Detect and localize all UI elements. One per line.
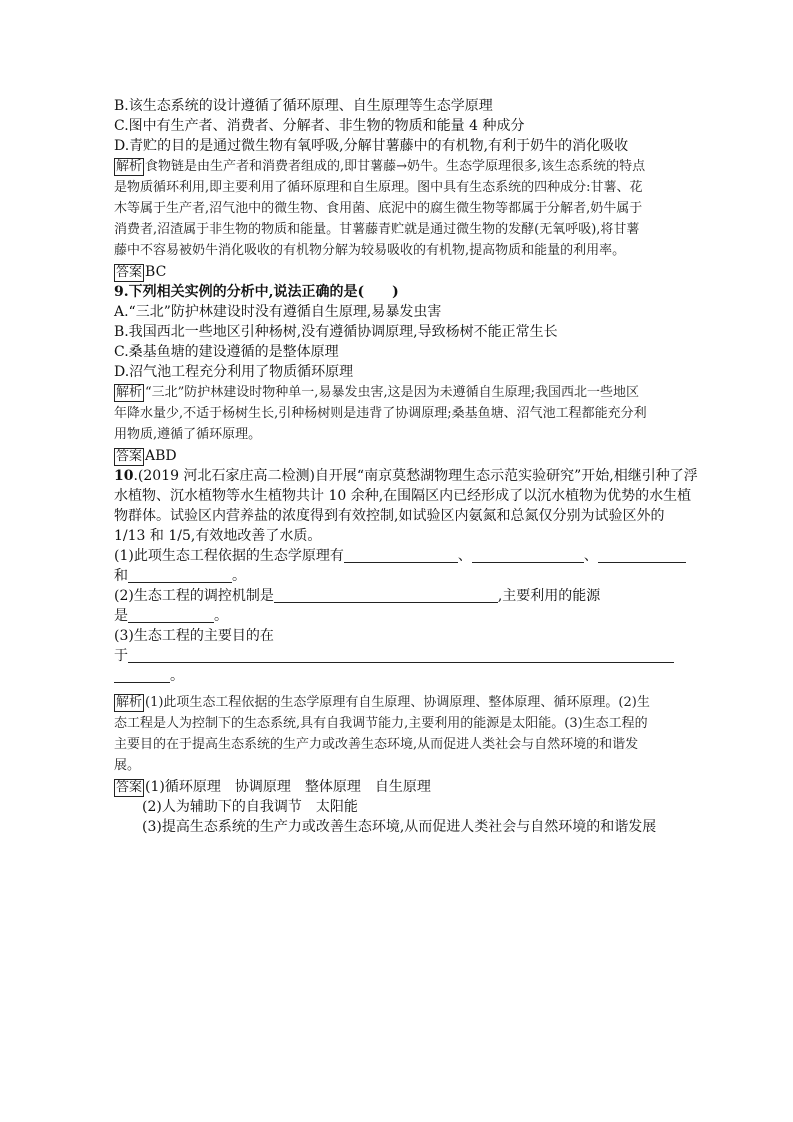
q9-option-a: A.“三北”防护林建设时没有遵循自生原理,易暴发虫害 bbox=[114, 304, 442, 320]
answer-blank[interactable] bbox=[344, 548, 458, 563]
q10-sub2-cont: 是 。 bbox=[114, 608, 228, 624]
q10-analysis-line-1: (1)此项生态工程依据的生态学原理有自生原理、协调原理、整体原理、循环原理。(2)生 bbox=[145, 695, 650, 710]
q10-sub2: (2)生态工程的调控机制是 ,主要利用的能源 bbox=[114, 588, 601, 604]
q8-analysis bbox=[114, 156, 684, 177]
q8-option-c: C.图中有生产者、消费者、分解者、非生物的物质和能量 4 种成分 bbox=[114, 118, 525, 134]
answer-blank[interactable] bbox=[274, 588, 498, 603]
q10-sub3-end: 。 bbox=[114, 666, 684, 686]
q10-sub1: (1)此项生态工程依据的生态学原理有 、 、 bbox=[114, 546, 684, 566]
q10-answer-1: (1)循环原理 协调原理 整体原理 自生原理 bbox=[145, 779, 431, 795]
q10-stem-line-1: 10.(2019 河北石家庄高二检测)自开展“南京莫愁湖物理生态示范实验研究”开始,相继引种了浮 bbox=[114, 468, 698, 484]
q8-analysis-line-2: 是物质循环利用,即主要利用了循环原理和自生原理。图中具有生态系统的四种成分:甘薯、花 bbox=[114, 180, 643, 195]
q10-answer-2: (2)人为辅助下的自我调节 太阳能 bbox=[142, 799, 358, 815]
q9-analysis-line-1: “三北”防护林建设时物种单一,易暴发虫害,这是因为未遵循自生原理;我国西北一些地区 bbox=[145, 385, 639, 400]
q10-stem-line-4: 1/13 和 1/5,有效地改善了水质。 bbox=[114, 528, 322, 544]
q8-analysis-line-5: 藤中不容易被奶牛消化吸收的有机物分解为较易吸收的有机物,提高物质和能量的利用率。 bbox=[114, 243, 626, 258]
q8-option-b: B.该生态系统的设计遵循了循环原理、自生原理等生态学原理 bbox=[114, 98, 493, 114]
q8-analysis-line-4: 消费者,沼渣属于非生物的物质和能量。甘薯藤青贮就是通过微生物的发酵(无氧呼吸),将甘薯 bbox=[114, 222, 640, 237]
answer-blank[interactable] bbox=[114, 668, 170, 683]
answer-blank[interactable] bbox=[472, 548, 584, 563]
q10-sub1-cont: 和 。 bbox=[114, 568, 246, 584]
q10-analysis-line-4: 展。 bbox=[114, 758, 141, 773]
answer-tag: 答案 bbox=[116, 780, 143, 795]
answer-blank[interactable] bbox=[598, 548, 686, 563]
answer-tag: 答案 bbox=[116, 449, 143, 464]
q10-number: 10 bbox=[114, 468, 134, 484]
q10-analysis-line-2: 态工程是人为控制下的生态系统,具有自我调节能力,主要利用的能源是太阳能。(3)生态工程的 bbox=[114, 716, 648, 731]
q10-answer bbox=[114, 777, 684, 797]
q10-analysis bbox=[114, 692, 684, 713]
q10-sub3-cont: 于 bbox=[114, 646, 684, 666]
q8-analysis-line-1: 食物链是由生产者和消费者组成的,即甘薯藤→奶牛。生态学原理很多,该生态系统的特点 bbox=[145, 159, 646, 174]
q9-answer-value: ABD bbox=[145, 448, 177, 464]
analysis-tag: 解析 bbox=[116, 385, 143, 400]
q10-answer-3: (3)提高生态系统的生产力或改善生态环境,从而促进人类社会与自然环境的和谐发展 bbox=[142, 819, 657, 835]
q9-option-b: B.我国西北一些地区引种杨树,没有遵循协调原理,导致杨树不能正常生长 bbox=[114, 324, 558, 340]
answer-blank[interactable] bbox=[128, 648, 674, 663]
q10-analysis-line-3: 主要目的在于提高生态系统的生产力或改善生态环境,从而促进人类社会与自然环境的和谐发 bbox=[114, 737, 639, 752]
q9-analysis-line-2: 年降水量少,不适于杨树生长,引种杨树则是违背了协调原理;桑基鱼塘、沼气池工程都能充分利 bbox=[114, 406, 647, 421]
q9-stem: 9.下列相关实例的分析中,说法正确的是( ) bbox=[114, 284, 399, 300]
q9-option-c: C.桑基鱼塘的建设遵循的是整体原理 bbox=[114, 344, 339, 360]
q8-option-d: D.青贮的目的是通过微生物有氧呼吸,分解甘薯藤中的有机物,有利于奶牛的消化吸收 bbox=[114, 138, 629, 154]
q8-answer bbox=[114, 262, 684, 282]
q9-analysis bbox=[114, 382, 684, 403]
q8-answer-value: BC bbox=[145, 264, 167, 280]
analysis-tag: 解析 bbox=[116, 159, 143, 174]
q8-analysis-line-3: 木等属于生产者,沼气池中的微生物、食用菌、底泥中的腐生微生物等都属于分解者,奶牛属于 bbox=[114, 201, 643, 216]
q9-analysis-line-3: 用物质,遵循了循环原理。 bbox=[114, 427, 262, 442]
page-content bbox=[114, 96, 698, 837]
q10-stem-line-3: 物群体。试验区内营养盐的浓度得到有效控制,如试验区内氨氮和总氮仅分别为试验区外的 bbox=[114, 508, 665, 524]
answer-blank[interactable] bbox=[128, 608, 214, 623]
q9-option-d: D.沼气池工程充分利用了物质循环原理 bbox=[114, 364, 354, 380]
answer-blank[interactable] bbox=[128, 568, 232, 583]
q10-stem-line-2: 水植物、沉水植物等水生植物共计 10 余种,在围隔区内已经形成了以沉水植物为优势的水生植 bbox=[114, 488, 692, 504]
analysis-tag: 解析 bbox=[116, 695, 143, 710]
answer-tag: 答案 bbox=[116, 265, 143, 280]
q9-answer bbox=[114, 446, 684, 466]
q10-sub3: (3)生态工程的主要目的在 bbox=[114, 628, 274, 644]
